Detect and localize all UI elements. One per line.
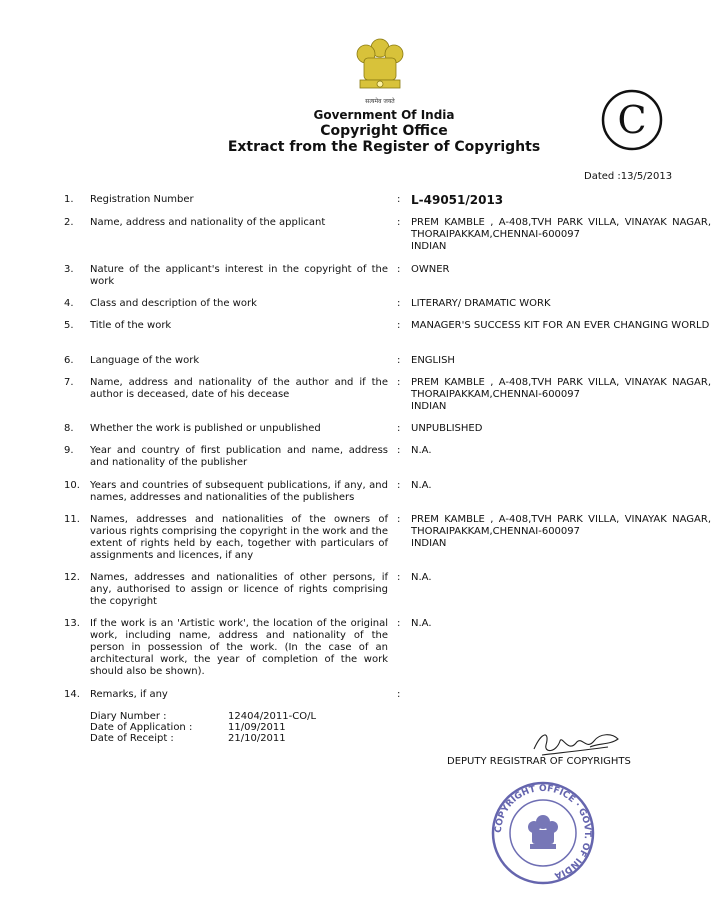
entry-label: Nature of the applicant's interest in the copyright of the work xyxy=(90,264,388,287)
entry-label: Years and countries of subsequent publications, if any, and names, addresses and nationalities of the publishers xyxy=(90,480,388,503)
copyright-symbol-icon xyxy=(600,88,664,152)
entry-number: 14. xyxy=(64,689,80,700)
entry-number: 3. xyxy=(64,264,74,275)
dated-text: Dated :13/5/2013 xyxy=(584,171,673,182)
entry-number: 9. xyxy=(64,445,74,456)
entry-number: 13. xyxy=(64,618,80,629)
entry-label: Names, addresses and nationalities of the owners of various rights comprising the copyright in the work and the extent of rights held by each, together with particulars of assignments and licences, if any xyxy=(90,514,388,561)
seal-text: COPYRIGHT OFFICE · GOVT. OF INDIA xyxy=(493,783,593,881)
date-of-receipt: 21/10/2011 xyxy=(228,733,286,744)
entry-label: If the work is an 'Artistic work', the location of the original work, including name, address and nationality of the person in possession of the work. (In the case of an architectural work, the year of completion of the work should also be shown). xyxy=(90,618,388,677)
entry-value: LITERARY/ DRAMATIC WORK xyxy=(411,298,551,309)
entry-value: N.A. xyxy=(411,618,432,629)
entry-number: 8. xyxy=(64,423,74,434)
header-extract-title: Extract from the Register of Copyrights xyxy=(227,139,541,155)
entry-number: 12. xyxy=(64,572,80,583)
entry-label: Language of the work xyxy=(90,355,200,366)
entry-number: 11. xyxy=(64,514,80,525)
entry-number: 5. xyxy=(64,320,74,331)
entry-label: Year and country of first publication and name, address and nationality of the publisher xyxy=(90,445,388,468)
entry-value: PREM KAMBLE , A-408,TVH PARK VILLA, VINAYAK NAGAR, THORAIPAKKAM,CHENNAI-600097 INDIAN xyxy=(411,514,711,549)
entry-number: 1. xyxy=(64,194,74,205)
entry-number: 4. xyxy=(64,298,74,309)
copyright-letter: C xyxy=(617,98,647,142)
entry-value: PREM KAMBLE , A-408,TVH PARK VILLA, VINAYAK NAGAR, THORAIPAKKAM,CHENNAI-600097 INDIAN xyxy=(411,377,711,412)
entry-value: UNPUBLISHED xyxy=(411,423,483,434)
entry-label: Remarks, if any xyxy=(90,689,168,700)
entry-number: 7. xyxy=(64,377,74,388)
entry-value: N.A. xyxy=(411,480,432,491)
entry-label: Name, address and nationality of the author and if the author is deceased, date of his decease xyxy=(90,377,388,400)
entry-value: OWNER xyxy=(411,264,450,275)
entry-label: Title of the work xyxy=(90,320,172,331)
entry-number: 6. xyxy=(64,355,74,366)
official-seal-icon xyxy=(488,778,598,888)
date-of-receipt-label: Date of Receipt : xyxy=(90,733,174,744)
header-office: Copyright Office xyxy=(320,123,448,139)
emblem-motto: सत्यमेव जयते xyxy=(365,98,395,105)
entry-number: 10. xyxy=(64,480,80,491)
entry-label: Names, addresses and nationalities of other persons, if any, authorised to assign or licence of rights comprising the copyright xyxy=(90,572,388,607)
diary-number-label: Diary Number : xyxy=(90,711,167,722)
deputy-registrar-title: DEPUTY REGISTRAR OF COPYRIGHTS xyxy=(447,756,631,767)
state-emblem-icon xyxy=(340,36,420,108)
entry-number: 2. xyxy=(64,217,74,228)
entry-value: PREM KAMBLE , A-408,TVH PARK VILLA, VINAYAK NAGAR, THORAIPAKKAM,CHENNAI-600097 INDIAN xyxy=(411,217,711,252)
date-of-application: 11/09/2011 xyxy=(228,722,286,733)
entry-value: MANAGER'S SUCCESS KIT FOR AN EVER CHANGING WORLD xyxy=(411,320,710,331)
entry-value: N.A. xyxy=(411,572,432,583)
header-government: Government Of India xyxy=(313,108,455,122)
entry-label: Whether the work is published or unpublished xyxy=(90,423,321,434)
entry-label: Class and description of the work xyxy=(90,298,257,309)
diary-number: 12404/2011-CO/L xyxy=(228,711,317,722)
entry-label: Name, address and nationality of the applicant xyxy=(90,217,326,228)
entry-label: Registration Number xyxy=(90,194,194,205)
entry-value: ENGLISH xyxy=(411,355,455,366)
date-of-application-label: Date of Application : xyxy=(90,722,193,733)
registration-number: L-49051/2013 xyxy=(411,193,504,207)
entry-value: N.A. xyxy=(411,445,432,456)
